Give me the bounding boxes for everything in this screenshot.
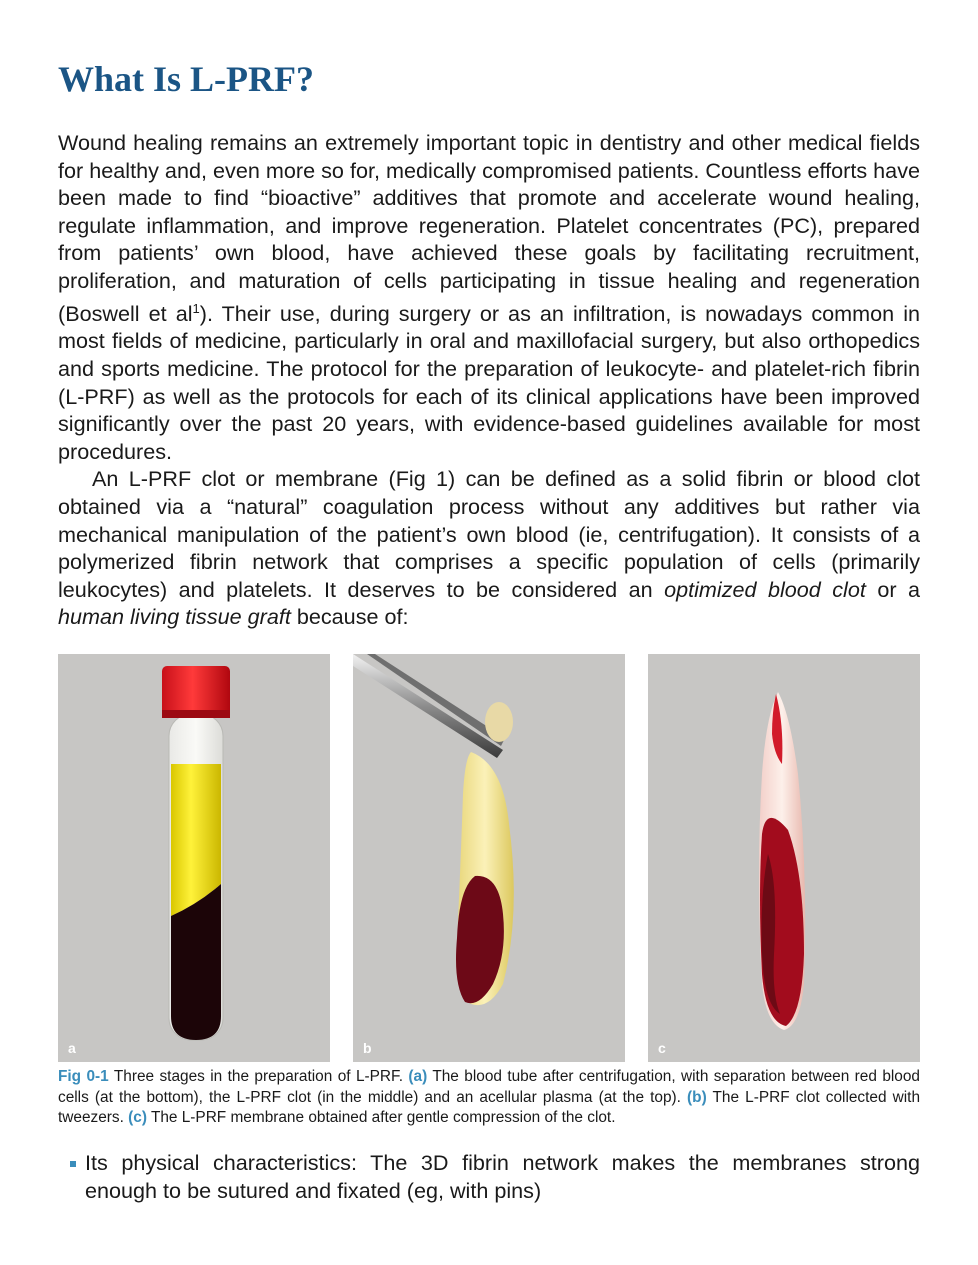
bullet-square-icon [70,1161,76,1167]
caption-b-text: The L-PRF clot collected with tweezers. [58,1088,920,1127]
paragraph-2 [58,465,920,631]
caption-text: Three stages in the preparation of L-PRF. [108,1068,409,1085]
paragraph-2-mid: or a [865,576,920,602]
caption-b-label: (b) [687,1088,707,1106]
panel-label-c: c [658,1040,666,1056]
caption-a-text: The blood tube after centrifugation, with separation between red blood cells (at the bottom), the L-PRF clot (in the middle) and an acellular plasma (at the top). [58,1068,920,1106]
page-title: What Is L-PRF? [58,59,315,99]
caption-a-label: (a) [408,1068,428,1085]
figure-panel-b [353,654,625,1062]
figure-caption [58,1067,920,1129]
figure-1 [58,654,920,1062]
emphasis-human-living-tissue-graft: human living tissue graft [58,604,291,630]
list-item [58,1149,920,1204]
caption-c-text: The L-PRF membrane obtained after gentle compression of the clot. [146,1109,616,1127]
caption-label: Fig 0-1 [58,1068,109,1085]
membrane-image [648,654,920,1062]
emphasis-optimized-blood-clot: optimized blood clot [664,576,866,602]
bullet-text: Its physical characteristics: The 3D fibrin network makes the membranes strong enough to be sutured and fixated (eg, with pins) [85,1150,920,1203]
clot-with-tweezers-image [353,654,625,1062]
blood-tube-image [58,654,330,1062]
paragraph-1 [58,129,920,465]
caption-c-label: (c) [128,1109,147,1127]
paragraph-1-text: Wound healing remains an extremely important topic in dentistry and other medical fields for healthy and, even more so for, medically compromised patients. Countless efforts have been made to find “bioactive” additives that promote and accelerate wound healing, regulate inflammation, and improve regeneration. Platelet concentrates (PC), prepared from patients’ own blood, have achieved these goals by facilitating recruitment, proliferation, and maturation of cells participating in tissue healing and regeneration (Boswell et al [58,130,920,326]
panel-label-b: b [363,1040,372,1056]
paragraph-2-text: An L-PRF clot or membrane (Fig 1) can be defined as a solid fibrin or blood clot obtained via a “natural” coagulation process without any additives but rather via mechanical manipulation of the patient’s own blood (ie, centrifugation). It consists of a polymerized fibrin network that comprises a specific population of cells (primarily leukocytes) and platelets. It deserves to be considered an [58,466,920,602]
figure-panel-c [648,654,920,1062]
panel-label-a: a [68,1040,76,1056]
figure-panel-a [58,654,330,1062]
paragraph-1-rest: ). Their use, during surgery or as an infiltration, is nowadays common in most fields of medicine, particularly in oral and maxillofacial surgery, but also orthopedics and sports medicine. The protocol for the preparation of leukocyte- and platelet-rich fibrin (L-PRF) as well as the protocols for each of its clinical applications have been improved significantly over the past 20 years, with evidence-based guidelines available for most procedures. [58,300,920,464]
body-text [58,129,920,631]
paragraph-2-end: because of: [290,604,409,630]
reference-1: 1 [192,300,200,316]
